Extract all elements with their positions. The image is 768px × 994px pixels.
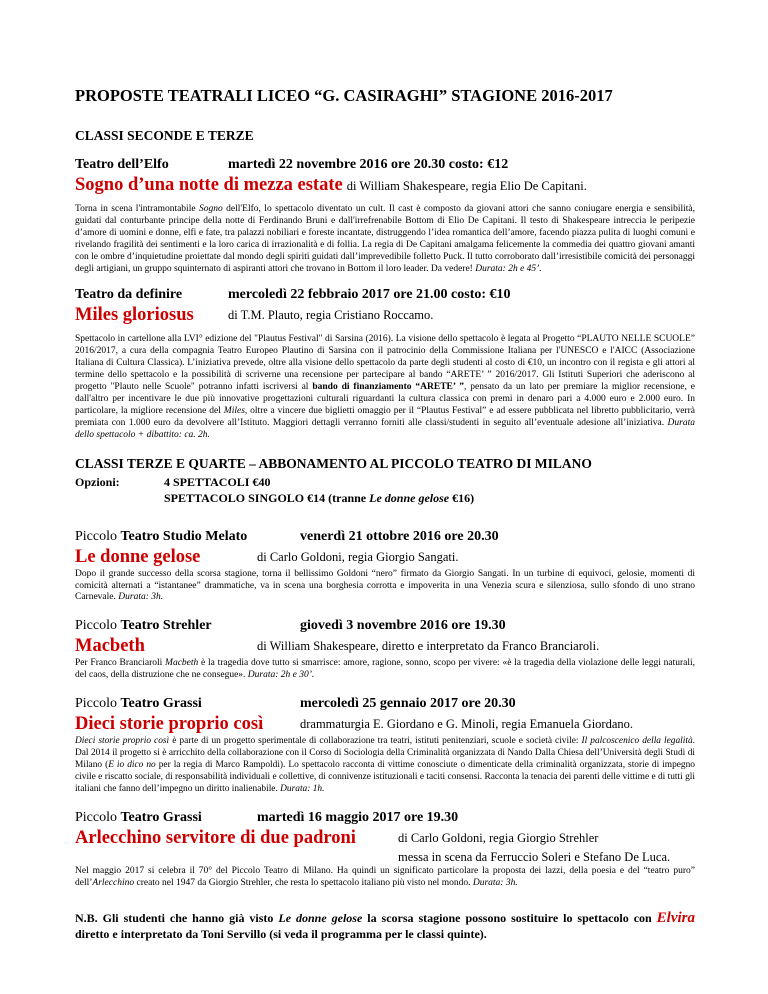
- event-header-miles: [75, 287, 695, 305]
- footnote-nb: N.B. Gli studenti che hanno già visto Le donne gelose la scorsa stagione possono sostituire lo spettacolo con Elvira diretto e interpretato da Toni Servillo (si veda il programma per le classi quinte).: [75, 910, 696, 941]
- option-single: SPETTACOLO SINGOLO €14 (tranne Le donne gelose €16): [164, 490, 475, 505]
- show-credit-secondary: messa in scena da Ferruccio Soleri e Stefano De Luca.: [398, 849, 671, 864]
- show-title: Miles gloriosus: [75, 305, 194, 326]
- show-title-line: [75, 828, 695, 850]
- event-header-arlecchino: [75, 810, 695, 828]
- show-description: Dieci storie proprio così è parte di un progetto sperimentale di collaborazione tra teatri, istituti penitenziari, scuole e società civile: Il palcoscenico della legalità. Dal 2014 il progetto si è arricchito della collaborazione con il Corso di Sociologia della Criminalità organizzata di Nando Dalla Chiesa dell’Università degli Studi di Milano (E io dico no per la regia di Marco Rampoldi). Lo spettacolo racconta di vittime conosciute o dimenticate della criminalità organizzata, storie di impegno civile e riscatto sociale, di responsabilità individuali e collettive, di connivenze istituzionali e taciti consensi. Racconta la tenacia dei parenti delle vittime e di tutti gli italiani che fanno dell’impegno un diritto inalienabile. Durata: 1h.: [75, 736, 696, 794]
- show-title-elvira: Elvira: [656, 910, 696, 927]
- options-line-1: [75, 475, 695, 491]
- event-date: martedì 22 novembre 2016 ore 20.30 costo: €12: [228, 157, 509, 172]
- show-description: Torna in scena l'intramontabile Sogno dell'Elfo, lo spettacolo diventato un cult. Il cast è composto da giovani attori che sanno coniugare energia e sensibilità, guidati dal conturbante principe della notte di Ferdinando Bruni e dall'irrefrenabile Bottom di Elio De Capitani. Il testo di Shakespeare intreccia le peripezie d’amore di uomini e donne, elfi e fate, tra palazzi nobiliari e foreste incantate, distruggendo l’idea romantica dell’amore, facendo piazza pulita di luoghi comuni e rivelando fragilità dei sentimenti e la loro carica di irrazionalità e di follia. La regia di De Capitani amalgama felicemente la commedia dei quattro giovani amanti con le ombre d’inquietudine proiettate dal mondo degli spiriti guidati dall’imprevedibile folletto Puck. Il tutto corroborato dall’irresistibile comicità dei personaggi degli artigiani, un gruppo squinternato di aspiranti attori che trovano in Bottom il loro leader. Da vedere! Durata: 2h e 45’.: [75, 204, 695, 274]
- option-package: 4 SPETTACOLI €40: [164, 474, 271, 489]
- event-header-dieci-storie: [75, 696, 695, 714]
- event-date: venerdì 21 ottobre 2016 ore 20.30: [300, 528, 499, 544]
- venue-name: Piccolo Teatro Grassi: [75, 696, 202, 712]
- show-credit: drammaturgia E. Giordano e G. Minoli, regia Emanuela Giordano.: [300, 717, 634, 732]
- section-heading-piccolo-teatro: CLASSI TERZE E QUARTE – ABBONAMENTO AL PICCOLO TEATRO DI MILANO: [75, 455, 592, 471]
- document-page: [75, 86, 695, 942]
- page-title: PROPOSTE TEATRALI LICEO “G. CASIRAGHI” STAGIONE 2016-2017: [75, 86, 613, 105]
- event-date: giovedì 3 novembre 2016 ore 19.30: [300, 618, 506, 634]
- event-header-elfo: [75, 157, 695, 175]
- section-heading-seconde-terze: CLASSI SECONDE E TERZE: [75, 128, 254, 143]
- show-title: Sogno d’una notte di mezza estate: [75, 175, 343, 195]
- duration: Durata: 2h e 45’.: [475, 263, 542, 274]
- show-title-line: [75, 714, 695, 736]
- venue-name: Teatro dell’Elfo: [75, 157, 169, 172]
- event-date: martedì 16 maggio 2017 ore 19.30: [257, 809, 459, 825]
- show-title: Dieci storie proprio così: [75, 714, 264, 735]
- event-header-macbeth: [75, 618, 695, 636]
- show-credit: di Carlo Goldoni, regia Giorgio Sangati.: [257, 549, 459, 564]
- duration: Durata: 2h e 30’.: [247, 670, 315, 681]
- show-title-line: [75, 547, 695, 569]
- show-description: Per Franco Branciaroli Macbeth è la tragedia dove tutto si smarrisce: amore, ragione, sonno, scopo per vivere: «è la tragedia della violazione delle leggi naturali, del caos, della distruzione che ne consegue». Durata: 2h e 30’.: [75, 658, 695, 681]
- duration: Durata: 3h.: [118, 592, 164, 603]
- show-description: Nel maggio 2017 si celebra il 70° del Piccolo Teatro di Milano. Ha quindi un significato particolare la proposta dei lazzi, della poesia e del “teatro puro” dell’Arlecchino creato nel 1947 da Giorgio Strehler, che resta lo spettacolo italiano più visto nel mondo. Durata: 3h.: [75, 865, 695, 888]
- show-title-line: [75, 175, 695, 197]
- event-date: mercoledì 22 febbraio 2017 ore 21.00 costo: €10: [228, 287, 511, 303]
- venue-name: Piccolo Teatro Strehler: [75, 618, 212, 634]
- duration: Durata: 3h.: [472, 877, 518, 888]
- show-description: Dopo il grande successo della scorsa stagione, torna il bellissimo Goldoni “nero” firmato da Giorgio Sangati. In un turbine di equivoci, gelosie, momenti di comicità alternati a “istantanee” drammatiche, va in scena una borghesia corrotta e impoverita in una Venezia scura e silenziosa, sullo sfondo di uno strano Carnevale. Durata: 3h.: [75, 568, 695, 603]
- show-title: Macbeth: [75, 636, 145, 657]
- show-description: Spettacolo in cartellone alla LVI° edizione del "Plautus Festival" di Sarsina (2016). La visione dello spettacolo è legata al Progetto “PLAUTO NELLE SCUOLE” 2016/2017, a cura della compagnia Teatro Europeo Plautino di Sarsina con il patrocinio della Commissione Italiana per l'UNESCO e l'AICC (Associazione Italiana di Cultura Classica). L’iniziativa prevede, oltre alla visione dello spettacolo da parte degli studenti al costo di €10, un incontro con il regista e gli attori al termine dello spettacolo e la possibilità di scriverne una recensione per partecipare al bando “ARETE’ ” 2016/2017. Gli Istituti Superiori che aderiscono al progetto "Plauto nelle Scuole" potranno infatti iscriversi al bando di finanziamento “ARETE’ ”, pensato da un lato per premiare la miglior recensione, e dall'altro per incentivare le due più innovative progettazioni culturali riguardanti la cultura classica con premi in denaro pari a 4.000 euro e 2.000 euro. In particolare, la migliore recensione del Miles, oltre a vincere due biglietti omaggio per il “Plautus Festival” e ad essere pubblicata nel libretto pubblicitario, verrà premiata con 1.000 euro da devolvere all’Istituto. Maggiori dettagli verranno forniti alle classi/studenti in seguito all’eventuale adesione all’iniziativa. Durata dello spettacolo + dibattito: ca. 2h.: [75, 334, 696, 440]
- show-title-line: [75, 636, 695, 658]
- show-credit: di William Shakespeare, regia Elio De Capitani.: [346, 179, 587, 193]
- show-title: Arlecchino servitore di due padroni: [75, 827, 356, 848]
- show-credit: di William Shakespeare, diretto e interpretato da Franco Branciaroli.: [257, 639, 600, 654]
- show-credit: di Carlo Goldoni, regia Giorgio Strehler: [398, 830, 599, 845]
- event-header-donne-gelose: [75, 529, 695, 547]
- show-credit: di T.M. Plauto, regia Cristiano Roccamo.: [228, 308, 434, 323]
- options-line-2: [75, 491, 695, 507]
- duration: Durata dello spettacolo + dibattito: ca. 2h.: [75, 417, 695, 440]
- duration: Durata: 1h.: [280, 783, 325, 794]
- venue-name: Piccolo Teatro Studio Melato: [75, 528, 248, 544]
- venue-name: Teatro da definire: [75, 287, 183, 303]
- event-date: mercoledì 25 gennaio 2017 ore 20.30: [300, 696, 516, 712]
- show-title: Le donne gelose: [75, 546, 201, 567]
- show-title-line: [75, 305, 695, 327]
- options-label: Opzioni:: [75, 474, 120, 489]
- venue-name: Piccolo Teatro Grassi: [75, 809, 202, 825]
